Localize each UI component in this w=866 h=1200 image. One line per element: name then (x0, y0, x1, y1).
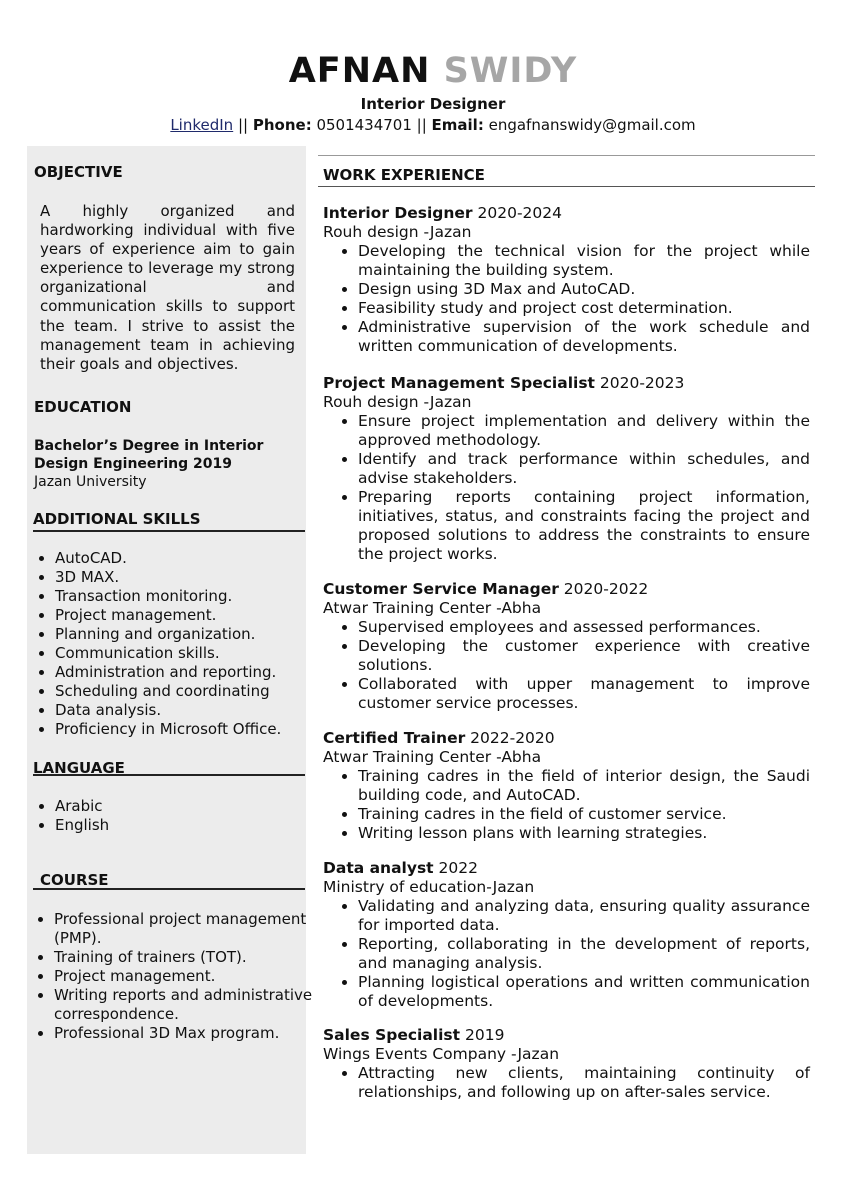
job-entry (323, 204, 810, 356)
contact-line (0, 116, 866, 135)
job-dates: 2019 (460, 1026, 505, 1044)
linkedin-link[interactable]: LinkedIn (170, 116, 234, 134)
job-dates: 2022-2020 (465, 729, 555, 747)
duty-item: • Ensure project implementation and delivery within the approved methodology. (358, 412, 810, 450)
duty-item: • Reporting, collaborating in the development of reports, and managing analysis. (358, 935, 810, 973)
skill-item: • Project management. (55, 606, 325, 625)
course-item: • Professional project management (PMP). (54, 910, 332, 948)
course-list (26, 910, 332, 1043)
job-entry (323, 580, 810, 713)
duty-item: • Collaborated with upper management to improve customer service processes. (358, 675, 810, 713)
job-duties (323, 767, 810, 843)
skill-item: • Transaction monitoring. (55, 587, 325, 606)
duty-item: • Design using 3D Max and AutoCAD. (358, 280, 810, 299)
job-duties (323, 412, 810, 564)
job-title: Sales Specialist (323, 1026, 461, 1044)
skill-item: • Data analysis. (55, 701, 325, 720)
job-entry (323, 374, 810, 564)
job-title: Certified Trainer (323, 729, 466, 747)
duty-item: • Training cadres in the field of interior design, the Saudi building code, and AutoCAD. (358, 767, 810, 805)
language-list (27, 797, 325, 835)
separator: || (233, 116, 253, 134)
duty-item: • Planning logistical operations and written communication of developments. (358, 973, 810, 1011)
work-experience-header (318, 155, 815, 187)
job-heading (323, 729, 810, 748)
skills-list (27, 549, 325, 739)
job-entry (323, 729, 810, 843)
skill-item: • Planning and organization. (55, 625, 325, 644)
language-item: • English (55, 816, 325, 835)
duty-item: • Validating and analyzing data, ensuring quality assurance for imported data. (358, 897, 810, 935)
job-title: Customer Service Manager (323, 580, 559, 598)
education-degree: Bachelor’s Degree in Interior Design Engineering 2019 (34, 438, 264, 472)
job-company: Wings Events Company -Jazan (323, 1045, 560, 1063)
email-label: Email: (431, 116, 484, 134)
work-experience-title: WORK EXPERIENCE (323, 166, 485, 184)
objective-text: A highly organized and hardworking individual with five years of experience aim to gain experience to leverage my strong organizational and communication skills to support the team. I strive to assist the management team in achieving their goals and objectives. (40, 202, 295, 373)
job-duties (323, 897, 810, 1011)
job-entry (323, 859, 810, 1011)
job-title: Project Management Specialist (323, 374, 595, 392)
job-company: Ministry of education-Jazan (323, 878, 535, 896)
skill-item: • Scheduling and coordinating (55, 682, 325, 701)
education-title: EDUCATION (34, 398, 132, 416)
language-title: LANGUAGE (33, 759, 305, 776)
candidate-name (0, 50, 866, 92)
job-entry (323, 1026, 810, 1102)
job-duties (323, 242, 810, 356)
course-item: • Writing reports and administrative correspondence. (54, 986, 332, 1024)
education-university: Jazan University (34, 474, 147, 490)
duty-item: • Feasibility study and project cost determination. (358, 299, 810, 318)
job-company: Rouh design -Jazan (323, 223, 472, 241)
duty-item: • Attracting new clients, maintaining continuity of relationships, and following up on after-sales service. (358, 1064, 810, 1102)
language-item: • Arabic (55, 797, 325, 816)
skill-item: • AutoCAD. (55, 549, 325, 568)
job-heading (323, 204, 810, 223)
first-name: AFNAN (288, 51, 431, 91)
job-heading (323, 859, 810, 878)
course-title: COURSE (33, 871, 305, 890)
skill-item: • 3D MAX. (55, 568, 325, 587)
job-title: Data analyst (323, 859, 434, 877)
duty-item: • Preparing reports containing project information, initiatives, status, and constraints facing the project and proposed solutions to address the constraints to ensure the project works. (358, 488, 810, 564)
duty-item: • Developing the technical vision for the project while maintaining the building system. (358, 242, 810, 280)
job-heading (323, 1026, 810, 1045)
job-role: Interior Designer (360, 95, 506, 113)
duty-item: • Developing the customer experience with creative solutions. (358, 637, 810, 675)
separator: || (411, 116, 432, 134)
last-name: SWIDY (443, 51, 578, 91)
job-heading (323, 580, 810, 599)
phone-value: 0501434701 (311, 116, 412, 134)
job-dates: 2020-2022 (558, 580, 649, 598)
job-dates: 2020-2023 (594, 374, 685, 392)
job-duties (323, 618, 810, 713)
job-title: Interior Designer (323, 204, 473, 222)
job-dates: 2020-2024 (472, 204, 562, 222)
education-block (34, 437, 296, 491)
duty-item: • Writing lesson plans with learning strategies. (358, 824, 810, 843)
duty-item: • Training cadres in the field of customer service. (358, 805, 810, 824)
job-company: Rouh design -Jazan (323, 393, 472, 411)
course-item: • Training of trainers (TOT). (54, 948, 332, 967)
duty-item: • Identify and track performance within schedules, and advise stakeholders. (358, 450, 810, 488)
email-value: engafnanswidy@gmail.com (483, 116, 696, 134)
skills-title: ADDITIONAL SKILLS (33, 510, 305, 532)
objective-title: OBJECTIVE (34, 163, 123, 181)
course-item: • Project management. (54, 967, 332, 986)
duty-item: • Supervised employees and assessed performances. (358, 618, 810, 637)
course-item: • Professional 3D Max program. (54, 1024, 332, 1043)
duty-item: • Administrative supervision of the work schedule and written communication of developments. (358, 318, 810, 356)
job-company: Atwar Training Center -Abha (323, 748, 542, 766)
job-dates: 2022 (433, 859, 478, 877)
skill-item: • Administration and reporting. (55, 663, 325, 682)
job-company: Atwar Training Center -Abha (323, 599, 542, 617)
job-heading (323, 374, 810, 393)
skill-item: • Communication skills. (55, 644, 325, 663)
phone-label: Phone: (252, 116, 312, 134)
skill-item: • Proficiency in Microsoft Office. (55, 720, 325, 739)
job-duties (323, 1064, 810, 1102)
